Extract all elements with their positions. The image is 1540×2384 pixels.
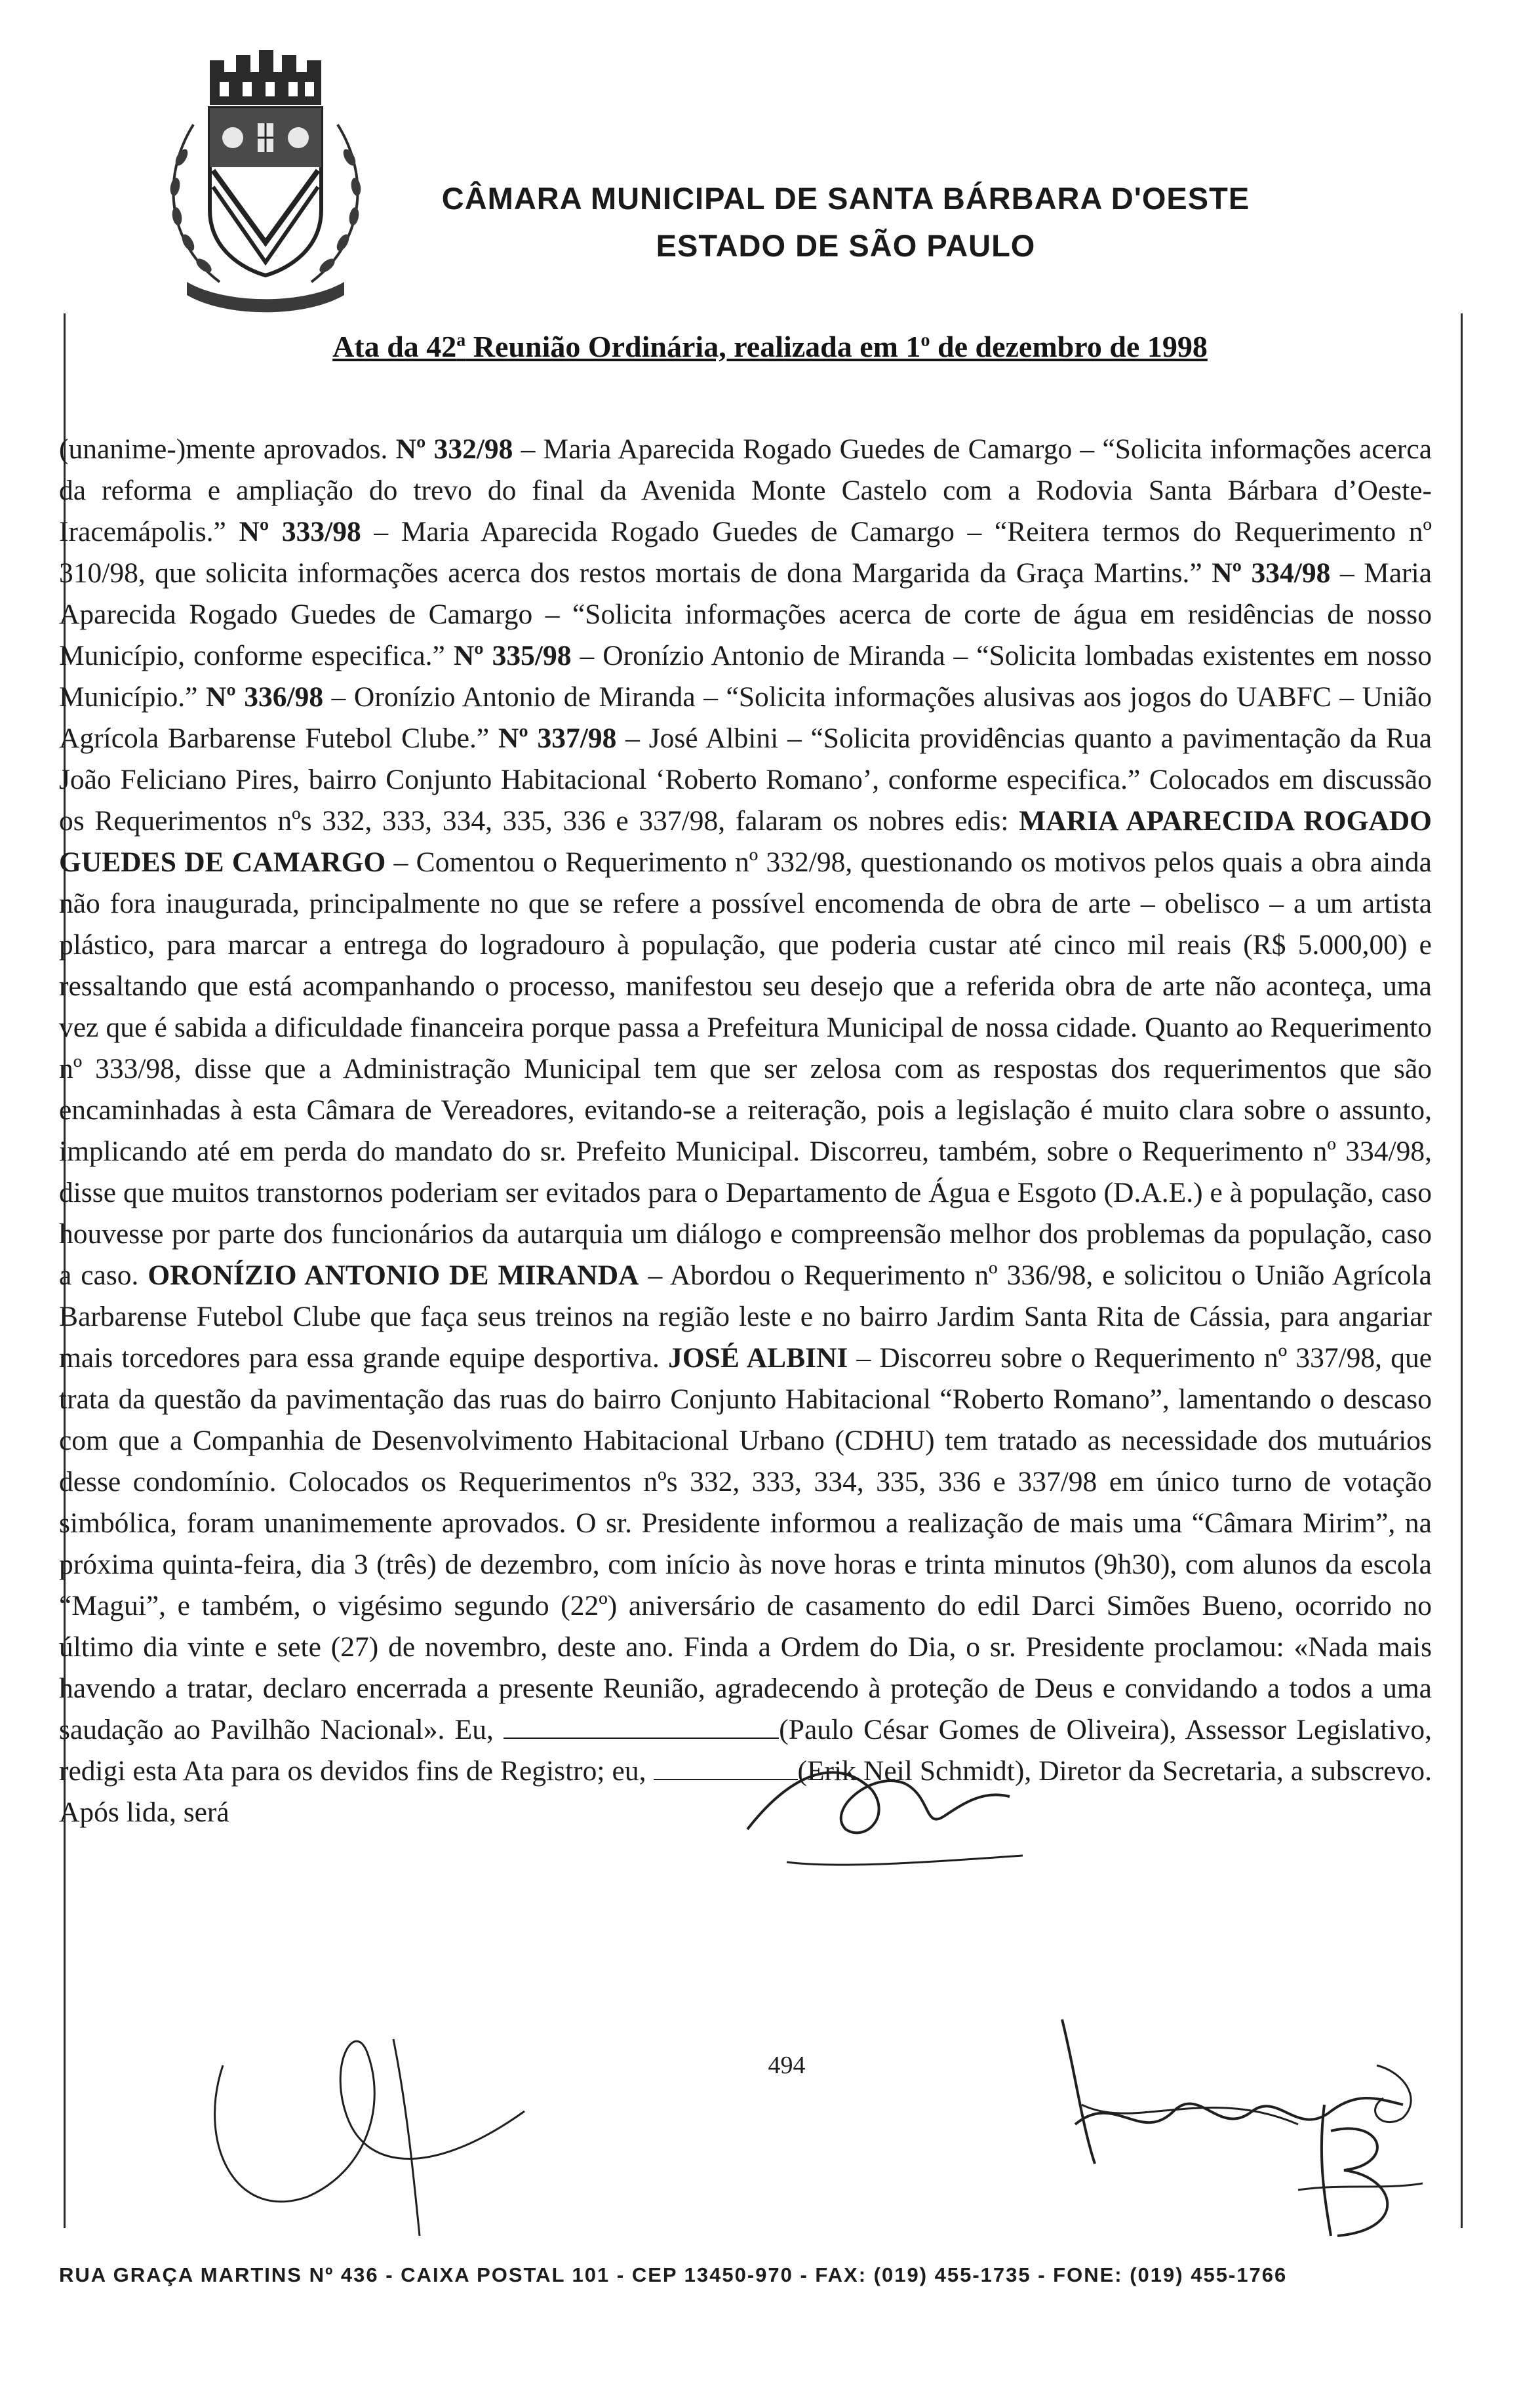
municipal-coat-of-arms-icon: [148, 46, 384, 321]
speaker-name: JOSÉ ALBINI: [668, 1342, 848, 1374]
handwritten-initials-icon: [1285, 2092, 1436, 2249]
handwritten-signature-secretary-icon: [734, 1731, 1036, 1882]
minutes-body: (unanime-)mente aprovados. Nº 332/98 – Maria Aparecida Rogado Guedes de Camargo – “Solicita informações acerca da reforma e ampliação do trevo do final da Avenida Monte Castelo com a Rodovia Santa Bárbara d’Oeste-Iracemápolis.” Nº 333/98 – Maria Aparecida Rogado Guedes de Camargo – “Reitera termos do Requerimento nº 310/98, que solicita informações acerca dos restos mortais de dona Margarida da Graça Martins.” Nº 334/98 – Maria Aparecida Rogado Guedes de Camargo – “Solicita informações acerca de corte de água em residências de nosso Município, conforme especifica.” Nº 335/98 – Oronízio Antonio de Miranda – “Solicita lombadas existentes em nosso Município.” Nº 336/98 – Oronízio Antonio de Miranda – “Solicita informações alusivas aos jogos do UABFC – União Agrícola Barbarense Futebol Clube.” Nº 337/98 – José Albini – “Solicita providências quanto a pavimentação da Rua João Feliciano Pires, bairro Conjunto Habitacional ‘Roberto Romano’, conforme especifica.” Colocados em discussão os Requerimentos nºs 332, 333, 334, 335, 336 e 337/98, falaram os nobres edis: MARIA APARECIDA ROGADO GUEDES DE CAMARGO – Comentou o Requerimento nº 332/98, questionando os motivos pelos quais a obra ainda não fora inaugurada, principalmente no que se refere a possível encomenda de obra de arte – obelisco – a um artista plástico, para marcar a entrega do logradouro à população, que poderia custar até cinco mil reais (R$ 5.000,00) e ressaltando que está acompanhando o processo, manifestou seu desejo que a referida obra de arte não aconteça, uma vez que é sabida a dificuldade financeira porque passa a Prefeitura Municipal de nossa cidade. Quanto ao Requerimento nº 333/98, disse que a Administração Municipal tem que ser zelosa com as respostas dos requerimentos que são encaminhadas à esta Câmara de Vereadores, evitando-se a reiteração, pois a legislação é muito clara sobre o assunto, implicando até em perda do mandato do sr. Prefeito Municipal. Discorreu, também, sobre o Requerimento nº 334/98, disse que muitos transtornos poderiam ser evitados para o Departamento de Água e Esgoto (D.A.E.) e à população, caso houvesse por parte dos funcionários da autarquia um diálogo e compreensão melhor dos problemas da população, caso a caso. ORONÍZIO ANTONIO DE MIRANDA – Abordou o Requerimento nº 336/98, e solicitou o União Agrícola Barbarense Futebol Clube que faça seus treinos na região leste e no bairro Jardim Santa Rita de Cássia, para angariar mais torcedores para essa grande equipe desportiva. JOSÉ ALBINI – Discorreu sobre o Requerimento nº 337/98, que trata da questão da pavimentação das ruas do bairro Conjunto Habitacional “Roberto Romano”, lamentando o descaso com que a Companhia de Desenvolvimento Habitacional Urbano (CDHU) tem tratado as necessidade dos mutuários desse condomínio. Colocados os Requerimentos nºs 332, 333, 334, 335, 336 e 337/98 em único turno de votação simbólica, foram unanimemente aprovados. O sr. Presidente informou a realização de mais uma “Câmara Mirim”, na próxima quinta-feira, dia 3 (três) de dezembro, com início às nove horas e trinta minutos (9h30), com alunos da escola “Magui”, e também, o vigésimo segundo (22º) aniversário de casamento do edil Darci Simões Bueno, ocorrido no último dia vinte e sete (27) de novembro, deste ano. Finda a Ordem do Dia, o sr. Presidente proclamou: «Nada mais havendo a tratar, declaro encerrada a presente Reunião, agradecendo à proteção de Deus e convidando a todos a uma saudação ao Pavilhão Nacional». Eu, (Paulo César Gomes de Oliveira), Assessor Legislativo, redigi esta Ata para os devidos fins de Registro; eu, (Erik Neil Schmidt), Diretor da Secretaria, a subscrevo. Após lida, será: [59, 433, 1432, 1828]
requirement-334-label: Nº 334/98: [1212, 557, 1331, 589]
speaker-name: ORONÍZIO ANTONIO DE MIRANDA: [148, 1260, 639, 1291]
letterhead-footer: RUA GRAÇA MARTINS Nº 436 - CAIXA POSTAL 101 - CEP 13450-970 - FAX: (019) 455-1735 - FONE: (019) 455-1766: [59, 2263, 1288, 2286]
institution-name: CÂMARA MUNICIPAL DE SANTA BÁRBARA D'OESTE: [441, 181, 1250, 216]
requirement-337-label: Nº 337/98: [498, 723, 617, 754]
requirement-336-label: Nº 336/98: [205, 681, 324, 713]
requirement-332-label: Nº 332/98: [395, 433, 513, 465]
requirement-335-label: Nº 335/98: [453, 640, 572, 671]
page-title: Ata da 42$^a$ Reunião Ordinária, realizada em 1$^o$ de dezembro de 1998: [332, 330, 1208, 363]
speaker-name: MARIA APARECIDA ROGADO GUEDES DE CAMARGO: [59, 805, 1432, 878]
right-margin-rule: [1461, 313, 1463, 2228]
requirement-333-label: Nº 333/98: [239, 516, 361, 547]
state-name: ESTADO DE SÃO PAULO: [656, 228, 1036, 263]
page-number: 494: [768, 2052, 806, 2079]
handwritten-signature-icon: [197, 2026, 538, 2242]
